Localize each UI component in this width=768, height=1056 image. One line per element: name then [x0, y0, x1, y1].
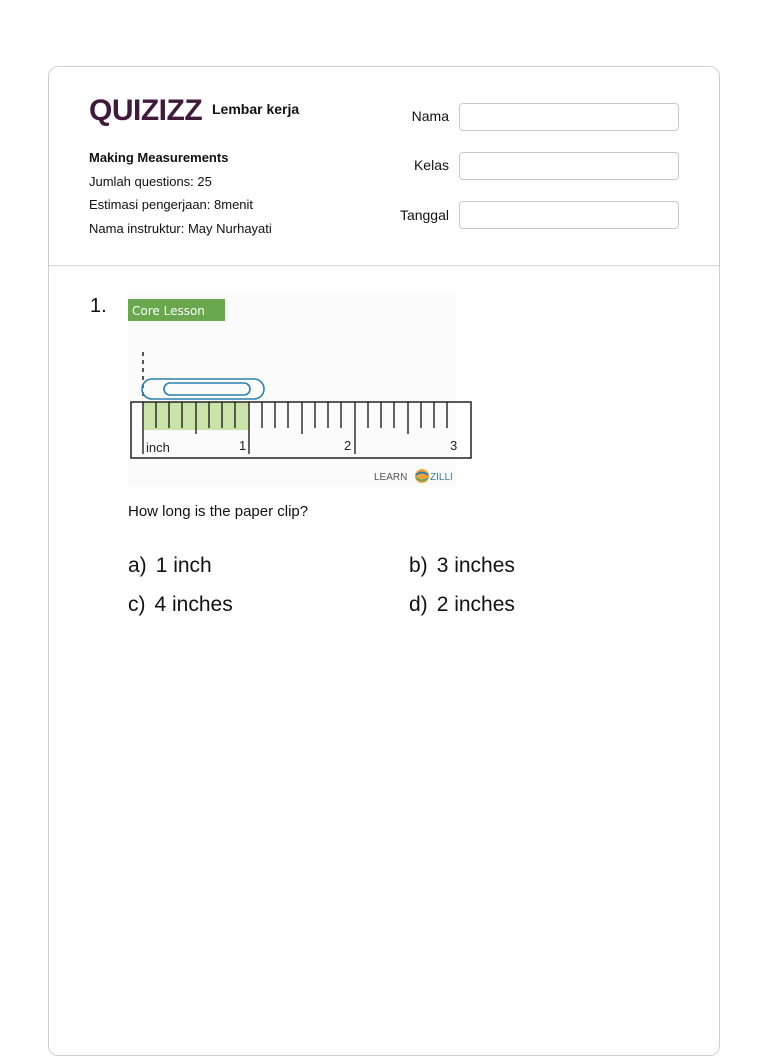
ruler-tick-label: 3 — [450, 438, 458, 453]
learnzillion-logo-icon — [415, 469, 429, 483]
question-text: How long is the paper clip? — [128, 503, 309, 520]
quiz-title: Making Measurements — [89, 150, 229, 165]
quiz-meta — [89, 146, 272, 240]
sheet-type-label: Lembar kerja — [212, 101, 300, 117]
worksheet-header — [49, 67, 719, 266]
date-field[interactable] — [459, 201, 679, 229]
name-field[interactable] — [459, 103, 679, 131]
question-count: Jumlah questions: 25 — [89, 173, 212, 189]
date-label: Tanggal — [399, 207, 449, 223]
ruler-tick-label: 2 — [344, 438, 352, 453]
option-letter: a) — [128, 554, 147, 577]
option-text: 2 inches — [436, 593, 515, 616]
question-image — [128, 292, 456, 486]
quizizz-logo — [89, 91, 207, 127]
instructor-name: Nama instruktur: May Nurhayati — [89, 220, 272, 236]
watermark-right: ZILLI — [430, 472, 453, 483]
option-a[interactable] — [128, 554, 212, 578]
option-letter: b) — [409, 554, 428, 577]
option-text: 4 inches — [154, 593, 233, 616]
estimated-time: Estimasi pengerjaan: 8menit — [89, 197, 254, 212]
ruler-tick-label: 1 — [239, 438, 247, 453]
option-letter: d) — [409, 593, 428, 616]
class-field[interactable] — [459, 152, 679, 180]
option-text: 3 inches — [436, 554, 515, 577]
name-label: Nama — [411, 108, 449, 124]
question-number: 1. — [90, 295, 107, 317]
core-lesson-text: Core Lesson — [132, 304, 205, 318]
svg-text:QUIZIZZ: QUIZIZZ — [89, 94, 203, 127]
class-label: Kelas — [413, 157, 449, 173]
option-letter: c) — [128, 593, 146, 616]
option-c[interactable] — [128, 593, 233, 617]
ruler-unit-label: inch — [146, 440, 170, 455]
watermark-left: LEARN — [374, 472, 408, 483]
option-b[interactable] — [409, 554, 515, 578]
option-text: 1 inch — [155, 554, 212, 577]
option-d[interactable] — [409, 593, 515, 617]
